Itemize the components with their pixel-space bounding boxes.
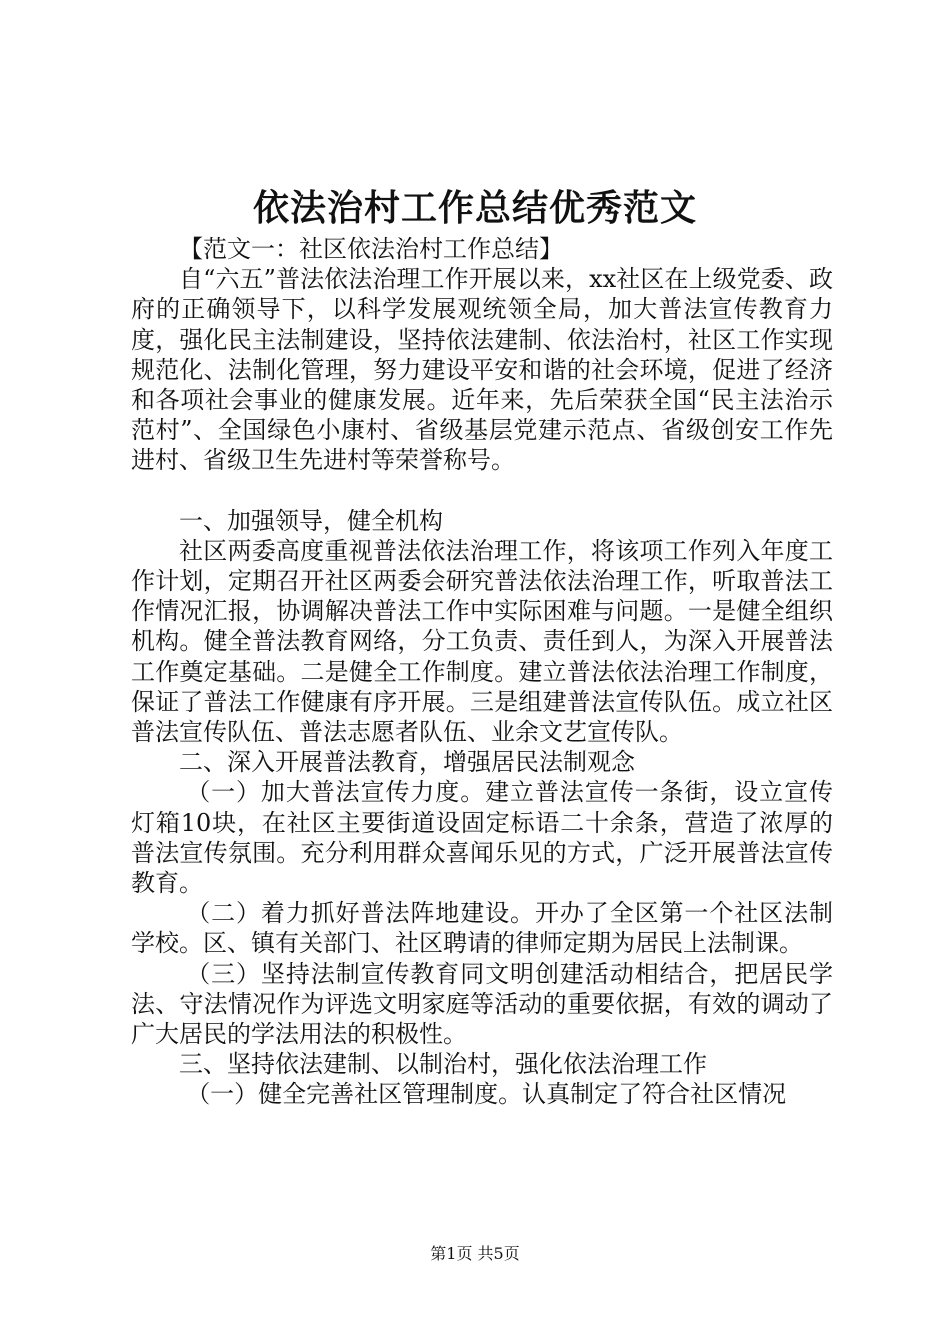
paragraph-leadership: 社区两委高度重视普法依法治理工作，将该项工作列入年度工作计划，定期召开社区两委会研究普法依法治理工作，听取普法工作情况汇报，协调解决普法工作中实际困难与问题。一是健全组织机构。健全普法教育网络，分工负责、责任到人，为深入开展普法工作奠定基础。二是健全工作制度。建立普法依法治理工作制度，保证了普法工作健康有序开展。三是组建普法宣传队伍。成立社区普法宣传队伍、普法志愿者队伍、业余文艺宣传队。 [131, 536, 833, 747]
paragraph-gap [131, 476, 833, 506]
page-number-footer: 第1页 共5页 [430, 1244, 520, 1263]
document-title: 依法治村工作总结优秀范文 [252, 187, 697, 229]
intro-paragraph: 自“六五”普法依法治理工作开展以来，xx社区在上级党委、政府的正确领导下，以科学发展观统领全局，加大普法宣传教育力度，强化民主法制建设，坚持依法建制、依法治村，社区工作实现规范化、法制化管理，努力建设平安和谐的社会环境，促进了经济和各项社会事业的健康发展。近年来，先后荣获全国“民主法治示范村”、全国绿色小康村、省级基层党建示范点、省级创安工作先进村、省级卫生先进村等荣誉称号。 [131, 265, 833, 475]
paragraph-school: （二）着力抓好普法阵地建设。开办了全区第一个社区法制学校。区、镇有关部门、社区聘请的律师定期为居民上法制课。 [131, 899, 833, 958]
heading-two: 二、深入开展普法教育，增强居民法制观念 [179, 748, 635, 777]
paragraph-civilization: （三）坚持法制宣传教育同文明创建活动相结合，把居民学法、守法情况作为评选文明家庭等活动的重要依据，有效的调动了广大居民的学法用法的积极性。 [131, 959, 833, 1049]
section-heading-fanwen-one: 【范文一：社区依法治村工作总结】 [179, 235, 563, 263]
heading-three: 三、坚持依法建制、以制治村，强化依法治理工作 [179, 1050, 707, 1079]
heading-one: 一、加强领导，健全机构 [179, 506, 443, 535]
paragraph-management: （一）健全完善社区管理制度。认真制定了符合社区情况 [186, 1080, 787, 1109]
document-body [131, 234, 833, 1110]
paragraph-publicity: （一）加大普法宣传力度。建立普法宣传一条街，设立宣传灯箱10块，在社区主要街道设固定标语二十余条，营造了浓厚的普法宣传氛围。充分利用群众喜闻乐见的方式，广泛开展普法宣传教育。 [131, 778, 833, 898]
